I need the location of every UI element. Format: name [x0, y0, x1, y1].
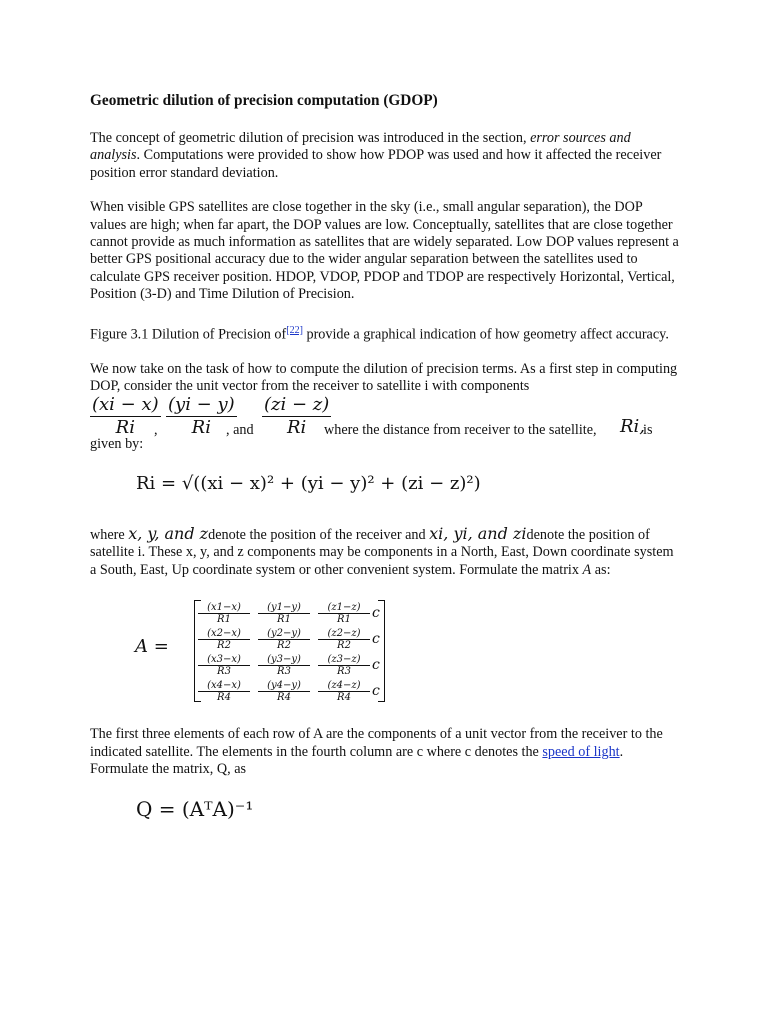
paragraph-intro — [90, 130, 682, 182]
satellite-vars: xi, yi, and zi — [429, 524, 527, 544]
text: . Computations were provided to show how PDOP was used and how it affected the receiver position error standard deviation. — [90, 147, 662, 181]
is-text: is — [643, 421, 653, 438]
distance-equation — [90, 465, 682, 525]
equation-ri: Ri = √((xi − x)² + (yi − y)² + (zi − z)²) — [136, 473, 481, 495]
distance-variable: Ri, — [620, 415, 646, 437]
matrix-a — [90, 596, 682, 706]
paragraph-figure — [90, 321, 682, 344]
distance-text: where the distance from receiver to the satellite, — [324, 421, 597, 438]
document — [90, 92, 682, 835]
fraction-y: $\frac{(yi - y)}{Ri}$ — [168, 393, 235, 438]
receiver-vars: x, y, and z — [128, 524, 209, 544]
section-reference: error sources and analysis — [90, 130, 631, 164]
matrix-cell: (y3−y) R3 — [258, 654, 310, 677]
page-title: Geometric dilution of precision computation (GDOP) — [90, 92, 438, 109]
matrix-cell-c: c — [372, 683, 380, 700]
paragraph-matrix-explained: The first three elements of each row of A are the components of a unit vector from the receiver to the indicated satellite. The elements in the fourth column are c where c denotes the speed of light. Formulate the matrix, Q, as — [90, 726, 663, 778]
paragraph-dop: When visible GPS satellites are close together in the sky (i.e., small angular separation), the DOP values are high; when far apart, the DOP values are low. Conceptually, satellites that are close together cannot provide as much information as satellites that are widely separated. Low DOP values represent a better GPS positional accuracy due to the wider angular separation between the satellites used to calculate GPS receiver position. HDOP, VDOP, PDOP and TDOP are respectively Horizontal, Vertical, Position (3-D) and Time Dilution of Precision. — [90, 199, 679, 303]
matrix-cell: (z1−z) R1 — [318, 602, 370, 625]
q-equation — [90, 795, 682, 835]
matrix-cell: (z3−z) R3 — [318, 654, 370, 677]
paragraph-unit-vector: We now take on the task of how to compute the dilution of precision terms. As a first step in computing DOP, consider the unit vector from the receiver to satellite i with components — [90, 360, 678, 395]
given-by: given by: — [90, 435, 144, 452]
matrix-label: A = — [135, 636, 169, 658]
matrix-cell: (y1−y) R1 — [258, 602, 310, 625]
matrix-cell: (x2−x) R2 — [198, 628, 250, 651]
matrix-cell-c: c — [372, 631, 380, 648]
equation-q: Q = (AᵀA)⁻¹ — [136, 797, 254, 822]
matrix-cell: (y4−y) R4 — [258, 680, 310, 703]
matrix-cell: (x3−x) R3 — [198, 654, 250, 677]
and-text: , and — [226, 421, 254, 438]
fraction-x: $\frac{(xi - x)}{Ri}$ — [92, 393, 159, 438]
matrix-cell: (x4−x) R4 — [198, 680, 250, 703]
matrix-cell: (z4−z) R4 — [318, 680, 370, 703]
matrix-cell-c: c — [372, 657, 380, 674]
unit-vector-components — [90, 394, 682, 436]
text: Figure 3.1 Dilution of Precision of — [90, 326, 287, 343]
comma: , — [154, 421, 158, 438]
text: provide a graphical indication of how geometry affect accuracy. — [302, 326, 669, 343]
fraction-z: $\frac{(zi - z)}{Ri}$ — [264, 393, 330, 438]
matrix-cell-c: c — [372, 605, 380, 622]
paragraph-where: where x, y, and zdenote the position of the receiver and xi, yi, and zidenote the position of satellite i. These x, y, and z components may be components in a North, East, Down coordinate system a South, East, Up coordinate system or other convenient system. Formulate the matrix A as: — [90, 524, 674, 578]
citation-link[interactable]: [22] — [286, 324, 303, 336]
matrix-cell: (x1−x) R1 — [198, 602, 250, 625]
speed-of-light-link[interactable]: speed of light — [542, 743, 620, 760]
text: The concept of geometric dilution of precision was introduced in the section, — [90, 130, 531, 146]
matrix-cell: (z2−z) R2 — [318, 628, 370, 651]
matrix-cell: (y2−y) R2 — [258, 628, 310, 651]
